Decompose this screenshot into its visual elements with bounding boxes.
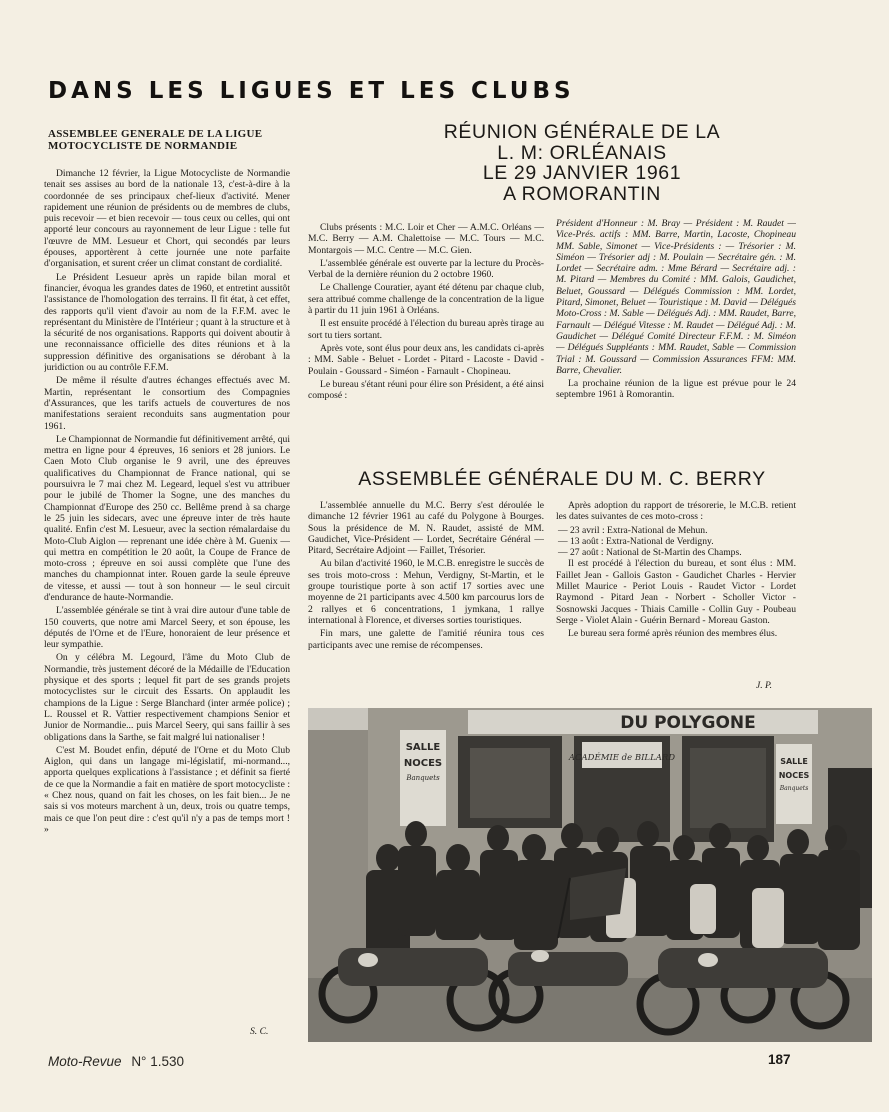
berry-article-heading: ASSEMBLÉE GÉNÉRALE DU M. C. BERRY <box>358 468 766 490</box>
page-number: 187 <box>768 1052 791 1067</box>
normandie-article-heading: ASSEMBLEE GENERALE DE LA LIGUE MOTOCYCLISTE DE NORMANDIE <box>48 128 263 153</box>
page-footer <box>48 1054 828 1069</box>
dates-list <box>556 525 796 559</box>
page-header-title: DANS LES LIGUES ET LES CLUBS <box>48 78 575 104</box>
orleanais-column-b <box>556 218 796 456</box>
normandie-signature: S. C. <box>250 1026 269 1037</box>
right-banquets-sign: Banquets <box>779 785 809 792</box>
heading-line: L. M: ORLÉANAIS <box>497 141 667 164</box>
billard-sign: ACADÉMIE de BILLARD <box>568 753 676 763</box>
photo-illustration <box>308 708 872 1042</box>
list-item: — 13 août : Extra-National de Verdigny. <box>558 535 714 547</box>
list-item: — 27 août : National de St-Martin des Champs. <box>558 547 742 559</box>
list-item: — 23 avril : Extra-National de Mehun. <box>558 524 708 536</box>
magazine-name: Moto-Revue <box>48 1054 122 1069</box>
paragraph: Fin mars, une galette de l'amitié réunira tous ces participants avec une remise de récompenses. <box>308 628 544 651</box>
right-noces-sign: NOCES <box>778 771 810 780</box>
paragraph: Après adoption du rapport de trésorerie, le M.C.B. retient les dates suivantes de ces moto-cross : <box>556 500 796 523</box>
right-salle-sign: SALLE <box>780 757 808 766</box>
paragraph: On y célébra M. Legourd, l'âme du Moto Club de Normandie, très justement décoré de la Médaille de l'Education physique et des sports ; lequel fit part de ses grands projets motocyclistes sur le circuit des Essarts. On applaudit les champions de la Ligue : Serge Blanchard (inter armée police) ; L. Roussel et R. Vattier respectivement champions Senior et Junior de Normandie... puis Marcel Seery, qui sans faillir à ses obligations dans la Sarthe, se fait malgré lui nationaliser ! <box>44 652 290 743</box>
paragraph: De même il résulte d'autres échanges effectués avec M. Martin, représentant le consortium des Compagnies d'Assurances, que les tarifs actuels de couvertures de nos manifestations seraient reconduits sans augmentation pour 1961. <box>44 375 290 432</box>
berry-column-b <box>556 500 796 692</box>
paragraph: Après vote, sont élus pour deux ans, les candidats ci-après : MM. Sable - Beluet - Lordet - Pitard - Lacoste - David - Poulain - Goussard - Siméon - Farnault - Chopineau. <box>308 342 544 377</box>
left-salle-sign: SALLE <box>405 742 441 753</box>
paragraph: Le bureau sera formé après réunion des membres élus. <box>568 628 778 640</box>
paragraph: Le Président Lesueur après un rapide bilan moral et financier, évoqua les grandes dates de 1960, et entretint aussitôt l'assistance de l'homologation des terrains. Il fit état, à cet effet, des rapports qu'il vient d'avoir au nom de la F.F.M. avec le représentant du Ministère de l'Intérieur ; quant à la structure et à la sécurité de nos organisations. Rapports qui doivent aboutir à une reconnaissance officielle des dites réunions et à la suppression définitive des organisations se dérobant à la juridiction ou au contrôle F.F.M. <box>44 271 290 374</box>
normandie-article-body <box>44 168 290 1030</box>
paragraph: Il est ensuite procédé à l'élection du bureau après tirage au sort tu tiers sortant. <box>308 318 544 341</box>
left-noces-sign: NOCES <box>403 758 443 769</box>
orleanais-article-heading <box>340 122 824 204</box>
paragraph: Le Championnat de Normandie fut définitivement arrêté, qui mettra en ligne pour 4 épreuves, 16 seniors et 28 juniors. Le Caen Moto Club organise le 9 avril, une des épreuves qualificatives du Championnat de France national, qui se poursuivra le 7 mai chez M. Legeard, lequel s'est vu attribuer pour le jubilé de Thomer la Sogne, une des manches du Championnat d'Europe des 250 cc. Bellême prend à sa charge le 25 juin les sidecars, avec une épreuve inter de très haute qualité. Enfin c'est M. Lesueur, avec la section rémalardaise du Moto-Club Aiglon — reprenant une idée chère à M. Guenix — qui mettra en compétition le 20 août, la Coupe de France de moto-cross ; épreuve en soi aussi complète que l'une des manches du championnat inter. Rouen garde la seule épreuve de vitesse, et aussi — tout à son honneur — le seul circuit d'endurance de haute-Normandie. <box>44 433 290 603</box>
berry-column-a <box>308 500 544 692</box>
paragraph: Clubs présents : M.C. Loir et Cher — A.M.C. Orléans — M.C. Berry — A.M. Chalettoise — M.C. Tours — M.C. Montargois — M.C. Centre — M.C. Gien. <box>308 222 544 256</box>
issue-number: N° 1.530 <box>131 1054 184 1069</box>
left-banquets-sign: Banquets <box>406 774 440 782</box>
paragraph: Il est procédé à l'élection du bureau, et sont élus : MM. Faillet Jean - Gallois Gaston - Gaudichet Charles - Hervier Millet Maurice - Periot Louis - Raudet Victor - Lordet Raymond - Pitard Jean - Norbert - Scholler Victor - Sosnowski Jacques - Thiais Camille - Collin Guy - Poubeau Serge - Violet Alain - Guérin Bernard - Moreau Gaston. <box>556 558 796 626</box>
paragraph: Au bilan d'activité 1960, le M.C.B. enregistre le succès de ses trois moto-cross : Mehun, Verdigny, St-Martin, et le groupe touristique porte à son actif 17 sorties avec une moyenne de 21 participants avec 4.500 km parcourus lors de 2 rallyes et 6 concentrations, 1 jymkana, 1 rallye international à Florence, et diverses sorties touristiques. <box>308 558 544 626</box>
group-photo <box>308 708 872 1042</box>
paragraph: Président d'Honneur : M. Bray — Président : M. Raudet — Vice-Prés. actifs : MM. Barre, Martin, Lacoste, Chopineau MM. Sable, Simonet — Vice-Présidents : — Trésorier : M. Siméon — Trésorier adj : M. Poulain — Secrétaire gén. : M. Lordet — Secrétaire adm. : Mme Bérard — Secrétaire adj. : M. Pitard — Membres du Comité : MM. Galois, Gaudichet, Beluet, Goussard — Délégués Commission : MM. Lordet, Pitard, Simonet, Beluet — Touristique : M. David — Délégués Moto-Cross : M. Sable — Délégués Adj. : MM. Raudet, Barre, Farnault — Délégué Vitesse : M. Raudet — Délégué Adj. : M. Gaudichet — Délégué Comité Directeur F.F.M. : M. Siméon — Délégués Suppléants : MM. Raudet, Sable — Commission Trial : M. Goussard — Commission Assurances FFM: MM. Barre, Chevalier. <box>556 218 796 376</box>
polygone-sign: DU POLYGONE <box>620 713 756 733</box>
heading-line: LE 29 JANVIER 1961 <box>482 162 682 184</box>
paragraph: Le bureau s'étant réuni pour élire son Président, a été ainsi composé : <box>308 378 544 402</box>
paragraph: La prochaine réunion de la ligue est prévue pour le 24 septembre 1961 à Romorantin. <box>556 378 796 401</box>
paragraph: L'assemblée générale se tint à vrai dire autour d'une table de 150 couverts, que notre ami Marcel Seery, et son épouse, les députés de l'Orne et de l'Eure, honoraient de leur présence et leur sympathie. <box>44 605 290 651</box>
paragraph: L'assemblée générale est ouverte par la lecture du Procès-Verbal de la dernière réunion du 2 octobre 1960. <box>308 257 544 281</box>
heading-line: RÉUNION GÉNÉRALE DE LA <box>443 121 721 143</box>
paragraph: C'est M. Boudet enfin, député de l'Orne et du Moto Club Aiglon, qui dans un langage mi-législatif, mi-normand..., apporta quelques explications à l'assistance ; et définit sa fierté de ce que la Normandie a fait en matière de sport motocycliste : « Chez nous, quand on fait les choses, on les fait bien... Je ne sais si vos moteurs marchent à un, deux, trois ou quatre temps, mais ce que l'on peut dire : c'est qu'il n'y a pas de temps mort ! » <box>44 744 290 835</box>
orleanais-column-a <box>308 222 544 452</box>
paragraph: L'assemblée annuelle du M.C. Berry s'est déroulée le dimanche 12 février 1961 au café du Polygone à Bourges. Sous la présidence de M. N. Raudet, assisté de MM. Gaudichet, Vice-Président — Lordet, Secrétaire Général — Pitard, Secrétaire Adjoint — Faillet, Trésorier. <box>308 500 544 557</box>
paragraph: Le Challenge Couratier, ayant été détenu par chaque club, sera attribué comme challenge de la concentration de la ligue à partir du 11 juin 1961 à Orléans. <box>308 282 544 317</box>
heading-line: A ROMORANTIN <box>503 182 661 205</box>
paragraph: Dimanche 12 février, la Ligue Motocycliste de Normandie tenait ses assises au bord de la nationale 13, c'est-à-dire à la coordonnée de ses principaux chef-lieux d'activité. Mener rapidement une réunion de présidents ou de membres de clubs, puis recevoir — et bien recevoir — tous ceux ou celles, qui ont apporté leur concours au rayonnement de leur Ligue : telle fut l'œuvre de MM. Lesueur et Chort, qui secondés par leurs épouses, apportèrent à cette journée une note parfaite d'organisation, et surent créer un climat constant de cordialité. <box>44 168 290 270</box>
berry-signature: J. P. <box>756 680 773 691</box>
